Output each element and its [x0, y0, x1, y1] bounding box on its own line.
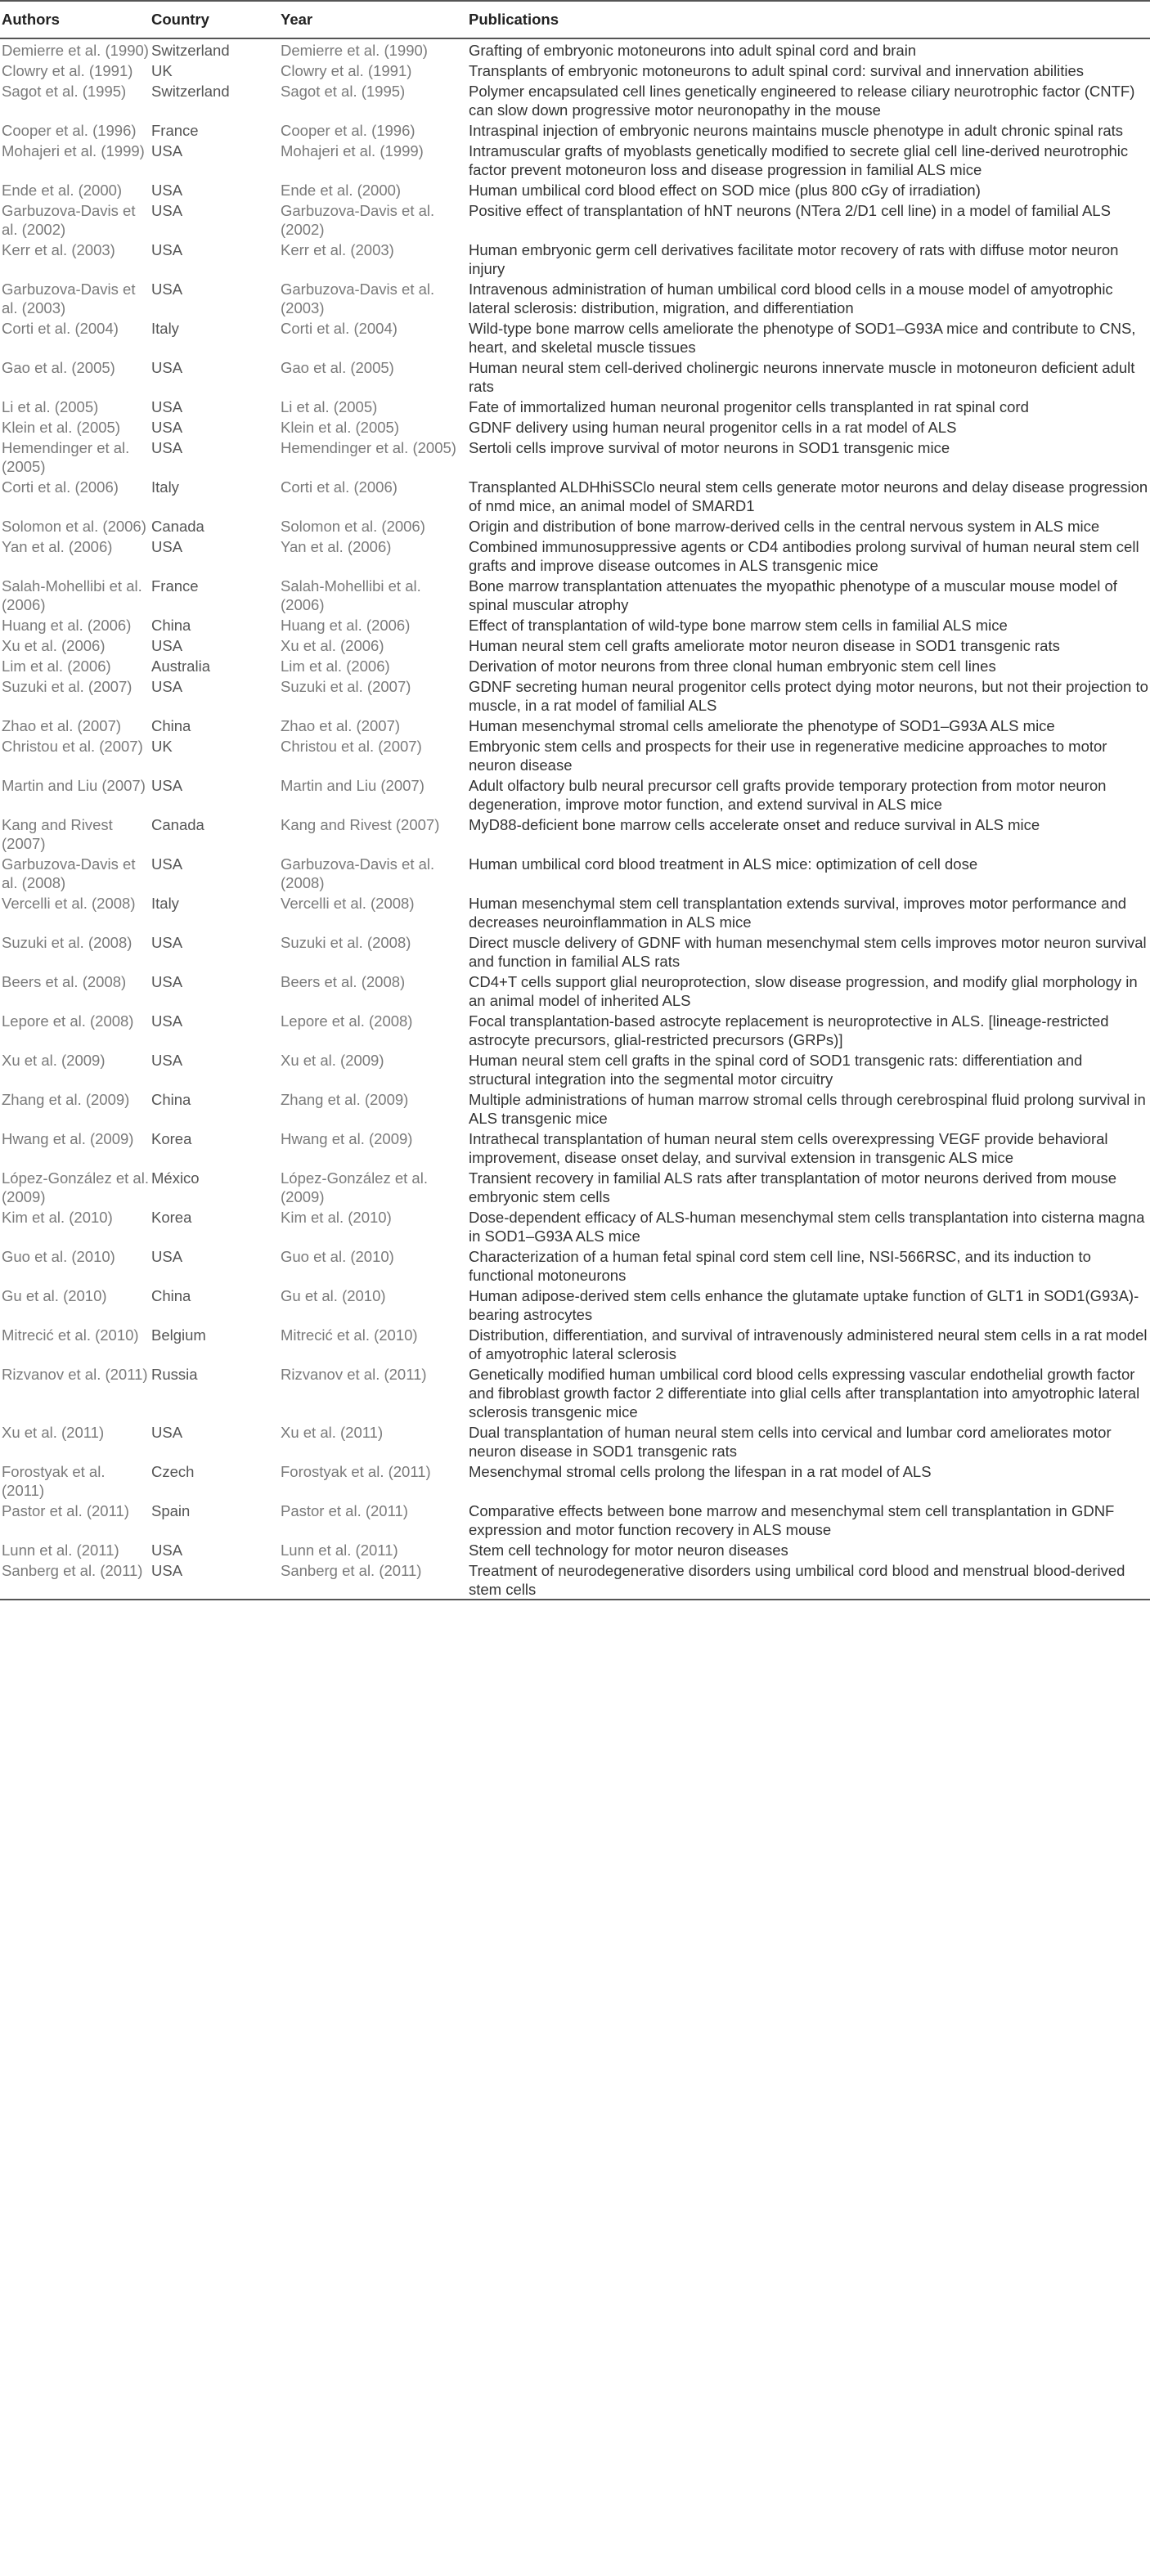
publication-cell: Human umbilical cord blood treatment in ALS mice: optimization of cell dose: [469, 855, 978, 873]
country-cell: China: [151, 617, 191, 634]
country-cell: Italy: [151, 895, 179, 912]
country-cell: Switzerland: [151, 83, 230, 100]
table-row: [0, 1167, 1150, 1206]
authors-cell: Forostyak et al. (2011): [2, 1463, 106, 1499]
country-cell: Italy: [151, 320, 179, 337]
publication-cell: Multiple administrations of human marrow stromal cells through cerebrospinal fluid prolong survival in ALS transgenic mice: [469, 1091, 1146, 1127]
table-row: [0, 1285, 1150, 1324]
country-cell: Canada: [151, 518, 204, 535]
year-cell: Suzuki et al. (2008): [281, 934, 411, 951]
table-row: [0, 476, 1150, 515]
publication-cell: Human mesenchymal stem cell transplantation extends survival, improves motor performance and decreases neuroinflammation in ALS mice: [469, 895, 1127, 931]
table-row: [0, 1088, 1150, 1128]
publication-cell: Origin and distribution of bone marrow-derived cells in the central nervous system in ALS mice: [469, 518, 1100, 535]
country-cell: Korea: [151, 1209, 192, 1226]
table-body: [0, 38, 1150, 1600]
country-cell: USA: [151, 934, 183, 951]
country-cell: USA: [151, 678, 183, 695]
table-row: [0, 1560, 1150, 1600]
country-cell: France: [151, 577, 199, 595]
country-cell: Australia: [151, 657, 210, 675]
country-cell: USA: [151, 973, 183, 990]
year-cell: Yan et al. (2006): [281, 538, 392, 555]
publication-cell: Focal transplantation-based astrocyte replacement is neuroprotective in ALS. [lineage-restricted astrocyte precursors, glial-restricted precursors (GRPs)]: [469, 1012, 1109, 1048]
authors-cell: Garbuzova-Davis et al. (2008): [2, 855, 136, 891]
table-row: [0, 1128, 1150, 1167]
table-row: [0, 614, 1150, 635]
header-authors: Authors: [0, 1, 151, 38]
authors-cell: Beers et al. (2008): [2, 973, 127, 990]
table-row: [0, 357, 1150, 396]
authors-cell: Ende et al. (2000): [2, 182, 123, 199]
publication-cell: Embryonic stem cells and prospects for their use in regenerative medicine approaches to motor neuron disease: [469, 738, 1107, 774]
authors-cell: Garbuzova-Davis et al. (2002): [2, 202, 136, 238]
authors-cell: Hemendinger et al. (2005): [2, 439, 130, 475]
publication-cell: Human embryonic germ cell derivatives facilitate motor recovery of rats with diffuse motor neuron injury: [469, 241, 1119, 277]
year-cell: Zhao et al. (2007): [281, 717, 401, 734]
authors-cell: Cooper et al. (1996): [2, 122, 137, 139]
country-cell: USA: [151, 202, 183, 219]
authors-cell: Gu et al. (2010): [2, 1287, 107, 1304]
authors-cell: Christou et al. (2007): [2, 738, 143, 755]
publication-cell: Transplants of embryonic motoneurons to adult spinal cord: survival and innervation abilities: [469, 62, 1085, 79]
authors-cell: Klein et al. (2005): [2, 419, 121, 436]
publication-cell: Transplanted ALDHhiSSClo neural stem cells generate motor neurons and delay disease progression of nmd mice, an animal model of SMARD1: [469, 478, 1148, 514]
year-cell: Corti et al. (2006): [281, 478, 398, 496]
country-cell: USA: [151, 777, 183, 794]
year-cell: Suzuki et al. (2007): [281, 678, 411, 695]
authors-cell: Suzuki et al. (2007): [2, 678, 133, 695]
table-row: [0, 971, 1150, 1010]
year-cell: Xu et al. (2009): [281, 1052, 384, 1069]
country-cell: Spain: [151, 1502, 191, 1519]
country-cell: USA: [151, 1542, 183, 1559]
publication-cell: Intrathecal transplantation of human neural stem cells overexpressing VEGF provide behavioral improvement, disease onset delay, and survival extension in transgenic ALS mice: [469, 1130, 1108, 1166]
country-cell: UK: [151, 62, 173, 79]
publication-cell: Genetically modified human umbilical cord blood cells expressing vascular endothelial growth factor and fibroblast growth factor 2 differentiate into glial cells after transplantation into amyotrophic lateral sclerosis transgenic mice: [469, 1366, 1140, 1420]
authors-cell: Salah-Mohellibi et al. (2006): [2, 577, 142, 613]
year-cell: Garbuzova-Davis et al. (2002): [281, 202, 435, 238]
year-cell: Hwang et al. (2009): [281, 1130, 413, 1147]
year-cell: Kim et al. (2010): [281, 1209, 392, 1226]
table-row: [0, 140, 1150, 179]
table-row: [0, 1206, 1150, 1245]
country-cell: Korea: [151, 1130, 192, 1147]
table-row: [0, 200, 1150, 239]
publication-cell: Human umbilical cord blood effect on SOD mice (plus 800 cGy of irradiation): [469, 182, 981, 199]
table-row: [0, 1363, 1150, 1421]
table-row: [0, 675, 1150, 715]
year-cell: Huang et al. (2006): [281, 617, 411, 634]
header-country: Country: [151, 1, 281, 38]
country-cell: Russia: [151, 1366, 198, 1383]
publication-cell: Bone marrow transplantation attenuates the myopathic phenotype of a muscular mouse model of spinal muscular atrophy: [469, 577, 1117, 613]
table-row: [0, 1500, 1150, 1539]
table-row: [0, 317, 1150, 357]
publication-cell: GDNF secreting human neural progenitor cells protect dying motor neurons, but not their projection to muscle, in a rat model of familial ALS: [469, 678, 1148, 714]
country-cell: China: [151, 1091, 191, 1108]
year-cell: Demierre et al. (1990): [281, 42, 428, 59]
year-cell: Forostyak et al. (2011): [281, 1463, 431, 1480]
publication-cell: Distribution, differentiation, and survival of intravenously administered neural stem cells in a rat model of amyotrophic lateral sclerosis: [469, 1326, 1148, 1362]
country-cell: USA: [151, 280, 183, 298]
publication-cell: CD4+T cells support glial neuroprotection, slow disease progression, and modify glial morphology in an animal model of inherited ALS: [469, 973, 1138, 1009]
table-row: [0, 239, 1150, 278]
authors-cell: Hwang et al. (2009): [2, 1130, 134, 1147]
year-cell: Gao et al. (2005): [281, 359, 394, 376]
publication-cell: GDNF delivery using human neural progenitor cells in a rat model of ALS: [469, 419, 957, 436]
country-cell: USA: [151, 1052, 183, 1069]
authors-cell: Garbuzova-Davis et al. (2003): [2, 280, 136, 316]
authors-cell: Xu et al. (2011): [2, 1424, 105, 1441]
year-cell: Salah-Mohellibi et al. (2006): [281, 577, 421, 613]
authors-cell: Solomon et al. (2006): [2, 518, 146, 535]
publication-cell: Human neural stem cell-derived cholinergic neurons innervate muscle in motoneuron deficient adult rats: [469, 359, 1135, 395]
country-cell: China: [151, 1287, 191, 1304]
publication-cell: Derivation of motor neurons from three clonal human embryonic stem cell lines: [469, 657, 996, 675]
publication-cell: Human adipose-derived stem cells enhance the glutamate uptake function of GLT1 in SOD1(G93A)-bearing astrocytes: [469, 1287, 1139, 1323]
publication-cell: Dose-dependent efficacy of ALS-human mesenchymal stem cells transplantation into cisterna magna in SOD1–G93A ALS mice: [469, 1209, 1145, 1245]
table-row: [0, 1324, 1150, 1363]
header-row: [0, 1, 1150, 38]
table-row: [0, 536, 1150, 575]
country-cell: USA: [151, 855, 183, 873]
authors-cell: Suzuki et al. (2008): [2, 934, 133, 951]
authors-cell: Lepore et al. (2008): [2, 1012, 134, 1030]
publication-cell: Intramuscular grafts of myoblasts genetically modified to secrete glial cell line-derived neurotrophic factor prevent motoneuron loss and disease progression in familial ALS mice: [469, 142, 1129, 178]
authors-cell: Lunn et al. (2011): [2, 1542, 119, 1559]
year-cell: Garbuzova-Davis et al. (2003): [281, 280, 435, 316]
table-row: [0, 80, 1150, 119]
publication-cell: Human neural stem cell grafts in the spinal cord of SOD1 transgenic rats: differentiation and structural integration into the segmental motor circuitry: [469, 1052, 1083, 1088]
authors-cell: Zhao et al. (2007): [2, 717, 122, 734]
country-cell: Belgium: [151, 1326, 206, 1344]
year-cell: Lepore et al. (2008): [281, 1012, 413, 1030]
publication-cell: Mesenchymal stromal cells prolong the lifespan in a rat model of ALS: [469, 1463, 932, 1480]
year-cell: Klein et al. (2005): [281, 419, 400, 436]
authors-cell: Pastor et al. (2011): [2, 1502, 129, 1519]
publication-cell: Intraspinal injection of embryonic neurons maintains muscle phenotype in adult chronic spinal rats: [469, 122, 1124, 139]
authors-cell: Sagot et al. (1995): [2, 83, 127, 100]
authors-cell: Guo et al. (2010): [2, 1248, 115, 1265]
publication-cell: Dual transplantation of human neural stem cells into cervical and lumbar cord ameliorates motor neuron disease in SOD1 transgenic rats: [469, 1424, 1112, 1460]
publication-cell: Fate of immortalized human neuronal progenitor cells transplanted in rat spinal cord: [469, 398, 1029, 415]
year-cell: Pastor et al. (2011): [281, 1502, 408, 1519]
country-cell: USA: [151, 637, 183, 654]
table-row: [0, 853, 1150, 892]
publication-cell: Positive effect of transplantation of hNT neurons (NTera 2/D1 cell line) in a model of familial ALS: [469, 202, 1111, 219]
country-cell: USA: [151, 142, 183, 159]
publication-cell: Comparative effects between bone marrow and mesenchymal stem cell transplantation in GDNF expression and motor function recovery in ALS mouse: [469, 1502, 1115, 1538]
country-cell: Switzerland: [151, 42, 230, 59]
publication-cell: Combined immunosuppressive agents or CD4 antibodies prolong survival of human neural stem cell grafts and improve disease outcomes in ALS transgenic mice: [469, 538, 1139, 574]
country-cell: USA: [151, 1012, 183, 1030]
header-publications: Publications: [469, 1, 1150, 38]
publication-cell: Stem cell technology for motor neuron diseases: [469, 1542, 788, 1559]
year-cell: Hemendinger et al. (2005): [281, 439, 456, 456]
year-cell: López-González et al. (2009): [281, 1169, 428, 1205]
authors-cell: Li et al. (2005): [2, 398, 99, 415]
authors-cell: Rizvanov et al. (2011): [2, 1366, 148, 1383]
authors-cell: Clowry et al. (1991): [2, 62, 133, 79]
authors-cell: Sanberg et al. (2011): [0, 1560, 151, 1600]
year-cell: Gu et al. (2010): [281, 1287, 386, 1304]
table-row: [0, 60, 1150, 80]
publication-cell: Polymer encapsulated cell lines genetically engineered to release ciliary neurotrophic factor (CNTF) can slow down progressive motor neuronopathy in the mouse: [469, 83, 1135, 119]
publication-cell: Treatment of neurodegenerative disorders using umbilical cord blood and menstrual blood-derived stem cells: [469, 1560, 1150, 1600]
authors-cell: Kim et al. (2010): [2, 1209, 113, 1226]
authors-cell: Demierre et al. (1990): [2, 42, 149, 59]
authors-cell: Mitrecić et al. (2010): [2, 1326, 139, 1344]
country-cell: USA: [151, 398, 183, 415]
country-cell: USA: [151, 1248, 183, 1265]
country-cell: USA: [151, 359, 183, 376]
country-cell: Italy: [151, 478, 179, 496]
authors-cell: Corti et al. (2006): [2, 478, 119, 496]
publication-cell: Effect of transplantation of wild-type bone marrow stem cells in familial ALS mice: [469, 617, 1008, 634]
year-cell: Ende et al. (2000): [281, 182, 402, 199]
table-row: [0, 1010, 1150, 1049]
year-cell: Vercelli et al. (2008): [281, 895, 415, 912]
table-row: [0, 1245, 1150, 1285]
year-cell: Beers et al. (2008): [281, 973, 406, 990]
country-cell: USA: [151, 419, 183, 436]
authors-cell: Martin and Liu (2007): [2, 777, 146, 794]
table-row: [0, 1461, 1150, 1500]
authors-cell: Gao et al. (2005): [2, 359, 115, 376]
publication-cell: Grafting of embryonic motoneurons into adult spinal cord and brain: [469, 42, 917, 59]
table-row: [0, 416, 1150, 437]
table-row: [0, 119, 1150, 140]
table-row: [0, 774, 1150, 814]
table-row: [0, 931, 1150, 971]
publication-cell: Direct muscle delivery of GDNF with human mesenchymal stem cells improves motor neuron survival and function in familial ALS rats: [469, 934, 1147, 970]
country-cell: Canada: [151, 816, 204, 833]
authors-cell: Lim et al. (2006): [2, 657, 111, 675]
year-cell: Zhang et al. (2009): [281, 1091, 409, 1108]
year-cell: Mitrecić et al. (2010): [281, 1326, 418, 1344]
year-cell: Sagot et al. (1995): [281, 83, 406, 100]
country-cell: México: [151, 1169, 200, 1187]
publication-cell: Transient recovery in familial ALS rats after transplantation of motor neurons derived from mouse embryonic stem cells: [469, 1169, 1117, 1205]
year-cell: Lunn et al. (2011): [281, 1542, 398, 1559]
country-cell: France: [151, 122, 199, 139]
publication-cell: Sertoli cells improve survival of motor neurons in SOD1 transgenic mice: [469, 439, 950, 456]
publication-cell: Human neural stem cell grafts ameliorate motor neuron disease in SOD1 transgenic rats: [469, 637, 1060, 654]
table-row: [0, 437, 1150, 476]
table-row: [0, 1049, 1150, 1088]
year-cell: Rizvanov et al. (2011): [281, 1366, 427, 1383]
authors-cell: Kerr et al. (2003): [2, 241, 115, 258]
country-cell: USA: [151, 241, 183, 258]
authors-cell: Xu et al. (2009): [2, 1052, 106, 1069]
table-row: [0, 38, 1150, 60]
publication-cell: Characterization of a human fetal spinal cord stem cell line, NSI-566RSC, and its induction to functional motoneurons: [469, 1248, 1091, 1284]
year-cell: Mohajeri et al. (1999): [281, 142, 424, 159]
authors-cell: Zhang et al. (2009): [2, 1091, 130, 1108]
year-cell: Li et al. (2005): [281, 398, 378, 415]
country-cell: Czech: [151, 1463, 195, 1480]
year-cell: Xu et al. (2011): [281, 1424, 384, 1441]
country-cell: USA: [151, 182, 183, 199]
country-cell: USA: [151, 1560, 281, 1600]
authors-cell: Xu et al. (2006): [2, 637, 106, 654]
year-cell: Garbuzova-Davis et al. (2008): [281, 855, 435, 891]
country-cell: China: [151, 717, 191, 734]
year-cell: Corti et al. (2004): [281, 320, 398, 337]
table-row: [0, 1539, 1150, 1560]
table-row: [0, 655, 1150, 675]
year-cell: Kerr et al. (2003): [281, 241, 394, 258]
table-row: [0, 1421, 1150, 1461]
year-cell: Sanberg et al. (2011): [281, 1560, 469, 1600]
publication-cell: Human mesenchymal stromal cells ameliorate the phenotype of SOD1–G93A ALS mice: [469, 717, 1055, 734]
table-row: [0, 179, 1150, 200]
authors-cell: López-González et al. (2009): [2, 1169, 149, 1205]
country-cell: USA: [151, 439, 183, 456]
year-cell: Guo et al. (2010): [281, 1248, 394, 1265]
publication-cell: Wild-type bone marrow cells ameliorate the phenotype of SOD1–G93A mice and contribute to CNS, heart, and skeletal muscle tissues: [469, 320, 1136, 356]
country-cell: USA: [151, 1424, 183, 1441]
table-row: [0, 892, 1150, 931]
publication-cell: MyD88-deficient bone marrow cells accelerate onset and reduce survival in ALS mice: [469, 816, 1040, 833]
year-cell: Xu et al. (2006): [281, 637, 384, 654]
year-cell: Christou et al. (2007): [281, 738, 422, 755]
table-row: [0, 715, 1150, 735]
year-cell: Solomon et al. (2006): [281, 518, 425, 535]
year-cell: Kang and Rivest (2007): [281, 816, 440, 833]
authors-cell: Corti et al. (2004): [2, 320, 119, 337]
authors-cell: Kang and Rivest (2007): [2, 816, 113, 852]
authors-cell: Huang et al. (2006): [2, 617, 132, 634]
publication-cell: Adult olfactory bulb neural precursor cell grafts provide temporary protection from motor neuron degeneration, improve motor function, and extend survival in ALS mice: [469, 777, 1107, 813]
year-cell: Cooper et al. (1996): [281, 122, 416, 139]
table-row: [0, 396, 1150, 416]
country-cell: USA: [151, 538, 183, 555]
country-cell: UK: [151, 738, 173, 755]
year-cell: Lim et al. (2006): [281, 657, 390, 675]
table-header: [0, 1, 1150, 38]
year-cell: Clowry et al. (1991): [281, 62, 412, 79]
authors-cell: Vercelli et al. (2008): [2, 895, 136, 912]
header-year: Year: [281, 1, 469, 38]
year-cell: Martin and Liu (2007): [281, 777, 425, 794]
table-row: [0, 814, 1150, 853]
publication-cell: Intravenous administration of human umbilical cord blood cells in a mouse model of amyotrophic lateral sclerosis: distribution, migration, and differentiation: [469, 280, 1113, 316]
table-row: [0, 575, 1150, 614]
table-row: [0, 515, 1150, 536]
authors-cell: Mohajeri et al. (1999): [2, 142, 145, 159]
authors-cell: Yan et al. (2006): [2, 538, 113, 555]
table-row: [0, 735, 1150, 774]
table-row: [0, 278, 1150, 317]
table-row: [0, 635, 1150, 655]
